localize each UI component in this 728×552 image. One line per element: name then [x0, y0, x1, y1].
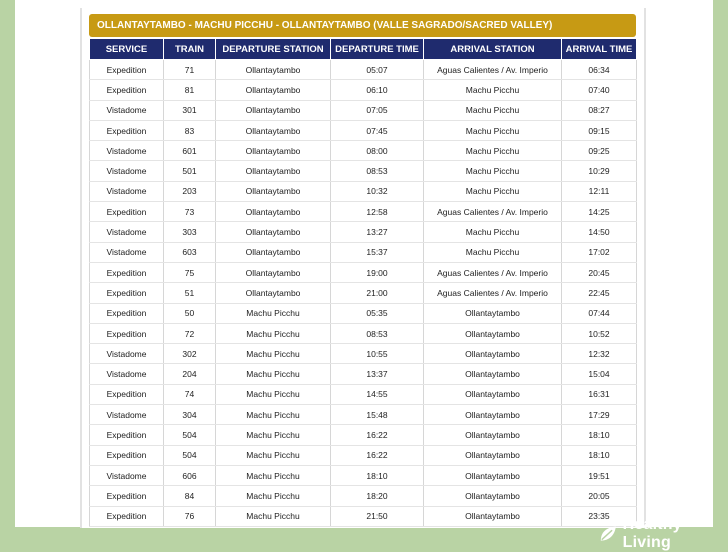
service-cell: Vistadome: [90, 242, 164, 262]
table-row: [90, 425, 637, 445]
departure-station-cell: Ollantaytambo: [216, 60, 331, 80]
departure-time-cell: 08:00: [331, 141, 424, 161]
table-row: [90, 283, 637, 303]
train-schedule-table: [89, 38, 637, 527]
arrival-station-cell: Ollantaytambo: [424, 405, 562, 425]
train-cell: 601: [164, 141, 216, 161]
arrival-time-cell: 09:15: [562, 120, 637, 140]
departure-time-cell: 07:05: [331, 100, 424, 120]
arrival-station-cell: Ollantaytambo: [424, 384, 562, 404]
arrival-station-cell: Aguas Calientes / Av. Imperio: [424, 60, 562, 80]
departure-station-cell: Machu Picchu: [216, 465, 331, 485]
service-cell: Expedition: [90, 60, 164, 80]
table-row: [90, 181, 637, 201]
service-cell: Vistadome: [90, 344, 164, 364]
arrival-time-cell: 15:04: [562, 364, 637, 384]
arrival-station-cell: Machu Picchu: [424, 222, 562, 242]
service-cell: Expedition: [90, 283, 164, 303]
train-cell: 504: [164, 445, 216, 465]
arrival-time-cell: 14:50: [562, 222, 637, 242]
table-row: [90, 303, 637, 323]
healthy-living-logo: [598, 516, 728, 551]
departure-station-cell: Machu Picchu: [216, 384, 331, 404]
table-row: [90, 120, 637, 140]
train-cell: 51: [164, 283, 216, 303]
departure-station-cell: Ollantaytambo: [216, 242, 331, 262]
column-header-service: SERVICE: [90, 39, 164, 60]
service-cell: Vistadome: [90, 222, 164, 242]
table-row: [90, 141, 637, 161]
service-cell: Expedition: [90, 262, 164, 282]
arrival-station-cell: Machu Picchu: [424, 80, 562, 100]
train-cell: 83: [164, 120, 216, 140]
departure-time-cell: 12:58: [331, 202, 424, 222]
departure-station-cell: Ollantaytambo: [216, 283, 331, 303]
table-row: [90, 506, 637, 526]
arrival-station-cell: Ollantaytambo: [424, 323, 562, 343]
train-cell: 301: [164, 100, 216, 120]
arrival-time-cell: 23:35: [562, 506, 637, 526]
arrival-time-cell: 20:45: [562, 262, 637, 282]
table-row: [90, 405, 637, 425]
arrival-time-cell: 22:45: [562, 283, 637, 303]
train-cell: 302: [164, 344, 216, 364]
departure-station-cell: Ollantaytambo: [216, 100, 331, 120]
table-row: [90, 486, 637, 506]
departure-time-cell: 06:10: [331, 80, 424, 100]
table-row: [90, 364, 637, 384]
departure-station-cell: Ollantaytambo: [216, 181, 331, 201]
departure-station-cell: Machu Picchu: [216, 445, 331, 465]
departure-time-cell: 10:55: [331, 344, 424, 364]
arrival-station-cell: Aguas Calientes / Av. Imperio: [424, 202, 562, 222]
departure-station-cell: Machu Picchu: [216, 344, 331, 364]
arrival-station-cell: Machu Picchu: [424, 141, 562, 161]
arrival-time-cell: 14:25: [562, 202, 637, 222]
arrival-time-cell: 06:34: [562, 60, 637, 80]
arrival-station-cell: Ollantaytambo: [424, 344, 562, 364]
service-cell: Expedition: [90, 120, 164, 140]
departure-station-cell: Ollantaytambo: [216, 80, 331, 100]
column-header-departure-time: DEPARTURE TIME: [331, 39, 424, 60]
service-cell: Vistadome: [90, 100, 164, 120]
service-cell: Expedition: [90, 323, 164, 343]
arrival-station-cell: Ollantaytambo: [424, 465, 562, 485]
arrival-time-cell: 16:31: [562, 384, 637, 404]
arrival-time-cell: 17:02: [562, 242, 637, 262]
arrival-time-cell: 08:27: [562, 100, 637, 120]
train-cell: 50: [164, 303, 216, 323]
arrival-time-cell: 07:40: [562, 80, 637, 100]
service-cell: Vistadome: [90, 161, 164, 181]
table-row: [90, 262, 637, 282]
train-cell: 73: [164, 202, 216, 222]
departure-time-cell: 15:37: [331, 242, 424, 262]
departure-station-cell: Ollantaytambo: [216, 222, 331, 242]
service-cell: Vistadome: [90, 364, 164, 384]
departure-station-cell: Machu Picchu: [216, 506, 331, 526]
table-row: [90, 202, 637, 222]
train-cell: 501: [164, 161, 216, 181]
service-cell: Expedition: [90, 425, 164, 445]
arrival-time-cell: 10:29: [562, 161, 637, 181]
service-cell: Expedition: [90, 202, 164, 222]
train-cell: 74: [164, 384, 216, 404]
schedule-title: OLLANTAYTAMBO - MACHU PICCHU - OLLANTAYTAMBO (VALLE SAGRADO/SACRED VALLEY): [89, 14, 636, 37]
train-cell: 304: [164, 405, 216, 425]
service-cell: Vistadome: [90, 141, 164, 161]
train-cell: 84: [164, 486, 216, 506]
arrival-time-cell: 18:10: [562, 445, 637, 465]
arrival-station-cell: Ollantaytambo: [424, 445, 562, 465]
arrival-time-cell: 20:05: [562, 486, 637, 506]
service-cell: Vistadome: [90, 405, 164, 425]
arrival-time-cell: 12:11: [562, 181, 637, 201]
departure-station-cell: Machu Picchu: [216, 405, 331, 425]
departure-station-cell: Machu Picchu: [216, 425, 331, 445]
departure-time-cell: 18:20: [331, 486, 424, 506]
arrival-time-cell: 19:51: [562, 465, 637, 485]
departure-station-cell: Ollantaytambo: [216, 161, 331, 181]
table-row: [90, 222, 637, 242]
arrival-station-cell: Ollantaytambo: [424, 303, 562, 323]
arrival-station-cell: Machu Picchu: [424, 161, 562, 181]
departure-time-cell: 05:07: [331, 60, 424, 80]
column-header-departure-station: DEPARTURE STATION: [216, 39, 331, 60]
service-cell: Vistadome: [90, 465, 164, 485]
arrival-time-cell: 18:10: [562, 425, 637, 445]
service-cell: Expedition: [90, 303, 164, 323]
arrival-station-cell: Machu Picchu: [424, 120, 562, 140]
table-row: [90, 323, 637, 343]
departure-time-cell: 05:35: [331, 303, 424, 323]
departure-station-cell: Machu Picchu: [216, 323, 331, 343]
train-cell: 81: [164, 80, 216, 100]
train-cell: 603: [164, 242, 216, 262]
train-cell: 76: [164, 506, 216, 526]
arrival-station-cell: Ollantaytambo: [424, 486, 562, 506]
arrival-station-cell: Ollantaytambo: [424, 506, 562, 526]
departure-time-cell: 07:45: [331, 120, 424, 140]
train-cell: 203: [164, 181, 216, 201]
table-row: [90, 465, 637, 485]
departure-time-cell: 10:32: [331, 181, 424, 201]
arrival-time-cell: 12:32: [562, 344, 637, 364]
departure-time-cell: 13:37: [331, 364, 424, 384]
departure-time-cell: 08:53: [331, 161, 424, 181]
arrival-time-cell: 17:29: [562, 405, 637, 425]
departure-station-cell: Ollantaytambo: [216, 141, 331, 161]
departure-time-cell: 14:55: [331, 384, 424, 404]
service-cell: Expedition: [90, 506, 164, 526]
logo-text: Healthy Living: [622, 516, 682, 551]
service-cell: Expedition: [90, 80, 164, 100]
departure-time-cell: 15:48: [331, 405, 424, 425]
arrival-station-cell: Aguas Calientes / Av. Imperio: [424, 283, 562, 303]
table-row: [90, 242, 637, 262]
train-cell: 504: [164, 425, 216, 445]
table-row: [90, 161, 637, 181]
departure-station-cell: Machu Picchu: [216, 364, 331, 384]
service-cell: Expedition: [90, 445, 164, 465]
departure-station-cell: Ollantaytambo: [216, 262, 331, 282]
arrival-time-cell: 10:52: [562, 323, 637, 343]
service-cell: Vistadome: [90, 181, 164, 201]
service-cell: Expedition: [90, 384, 164, 404]
table-row: [90, 384, 637, 404]
leaf-icon: [598, 524, 619, 544]
departure-time-cell: 13:27: [331, 222, 424, 242]
train-cell: 303: [164, 222, 216, 242]
table-row: [90, 100, 637, 120]
arrival-station-cell: Machu Picchu: [424, 181, 562, 201]
arrival-time-cell: 09:25: [562, 141, 637, 161]
train-cell: 75: [164, 262, 216, 282]
arrival-station-cell: Aguas Calientes / Av. Imperio: [424, 262, 562, 282]
departure-time-cell: 16:22: [331, 445, 424, 465]
column-header-arrival-time: ARRIVAL TIME: [562, 39, 637, 60]
column-header-train: TRAIN: [164, 39, 216, 60]
train-cell: 71: [164, 60, 216, 80]
table-row: [90, 80, 637, 100]
train-cell: 204: [164, 364, 216, 384]
arrival-station-cell: Ollantaytambo: [424, 425, 562, 445]
departure-time-cell: 16:22: [331, 425, 424, 445]
departure-station-cell: Ollantaytambo: [216, 120, 331, 140]
departure-time-cell: 19:00: [331, 262, 424, 282]
arrival-station-cell: Machu Picchu: [424, 242, 562, 262]
column-header-arrival-station: ARRIVAL STATION: [424, 39, 562, 60]
departure-time-cell: 21:50: [331, 506, 424, 526]
departure-time-cell: 08:53: [331, 323, 424, 343]
departure-time-cell: 21:00: [331, 283, 424, 303]
table-row: [90, 445, 637, 465]
table-body: [90, 60, 637, 527]
arrival-station-cell: Ollantaytambo: [424, 364, 562, 384]
arrival-station-cell: Machu Picchu: [424, 100, 562, 120]
table-header-row: [90, 39, 637, 60]
departure-station-cell: Machu Picchu: [216, 486, 331, 506]
train-cell: 606: [164, 465, 216, 485]
table-row: [90, 60, 637, 80]
service-cell: Expedition: [90, 486, 164, 506]
departure-time-cell: 18:10: [331, 465, 424, 485]
arrival-time-cell: 07:44: [562, 303, 637, 323]
departure-station-cell: Machu Picchu: [216, 303, 331, 323]
departure-station-cell: Ollantaytambo: [216, 202, 331, 222]
train-cell: 72: [164, 323, 216, 343]
table-row: [90, 344, 637, 364]
